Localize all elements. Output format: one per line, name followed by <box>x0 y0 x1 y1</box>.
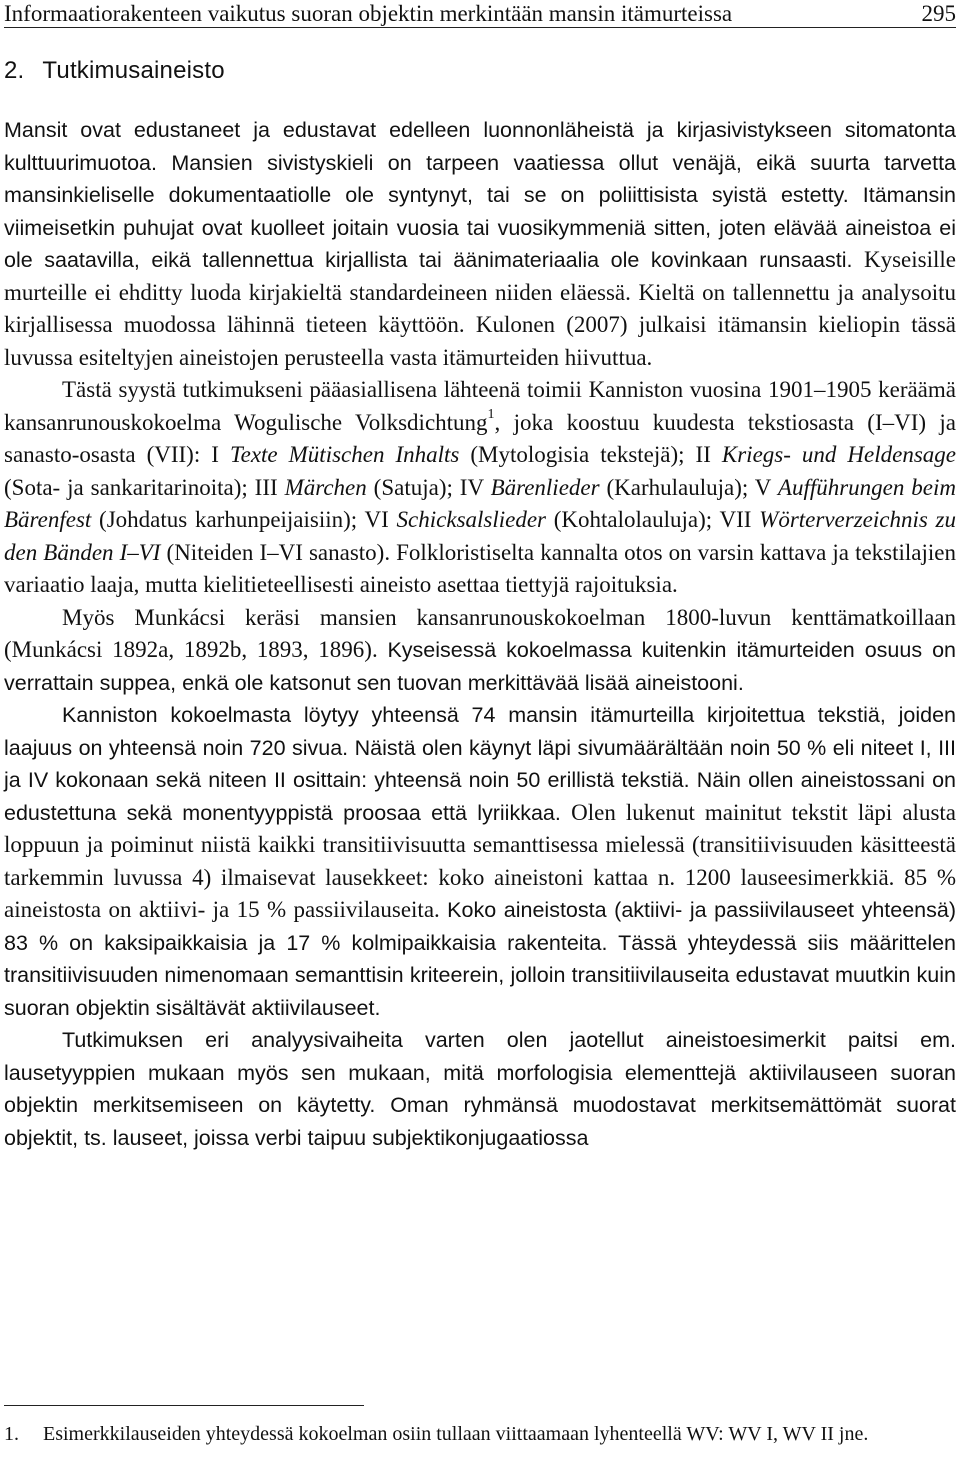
footnote <box>4 1422 956 1447</box>
footnote-reference: 1 <box>487 406 495 422</box>
volume-title-5: Aufführungen beim Bärenfest <box>4 474 957 532</box>
paragraph-1 <box>4 114 956 374</box>
paragraph-4-text-d: Olen lukenut mainitut tekstit läpi alusta loppuun ja poiminut niistä kaikki transitiivisuutta semanttisessa mielessä (transitiivisuuden käsitteestä tarkemmin luvussa 4) ilmaisevat lausekkeet: koko aineistoni kattaa n. 1200 lauseesimerkkiä. 85 % aineistosta on aktiivi- ja 15 % passiivilauseita. <box>4 799 956 922</box>
volume-title-2: Kriegs- und Heldensage <box>721 442 957 467</box>
paragraph-1-sentence-1: Mansit ovat edustaneet ja edustavat edelleen luonnonläheistä ja kirjasivistykseen sitomatonta kulttuurimuotoa. <box>4 118 956 175</box>
paragraph-5-text-b: Oman ryhmänsä muodostavat merkitsemättömät suorat objektit, ts. lauseet, joissa verbi taipuu subjektikonjugaatiossa <box>4 1093 956 1150</box>
volume-title-6: Schicksalslieder <box>396 507 547 532</box>
paragraph-1-sentence-2: Mansien sivistyskieli on tarpeen vaatiessa ollut venäjä, eikä suurta tarvetta mansinkieliselle dokumentaatiolle ole syntynyt, tai se on poliittisista syistä estetty. Itämansin viimeisetkin puhujat ovat kuolleet joitain vuosia tai vuosikymmeniä sitten, joten elävää aineistoa ei ole saatavilla, eikä tallennettua kirjallista tai äänimateriaalia ole kovinkaan runsaasti. <box>4 150 956 272</box>
volume-title-1: Texte Mütischen Inhalts <box>229 442 460 467</box>
paragraph-2-text-g: (Johdatus karhunpeijaisiin); VI <box>91 507 397 532</box>
paragraph-4-text-c: Näin ollen aineistossani on edustettuna sekä monentyyppistä proosaa että lyriikkaa. <box>4 768 956 825</box>
volume-title-3: Märchen <box>284 474 367 500</box>
paragraph-3-text-a: Myös Munkácsi keräsi mansien kansanrunouskokoelman 1800-luvun kenttämatkoillaan (Munkácsi 1892a, 1892b, 1893, 1896). <box>4 604 956 662</box>
footnote-number: 1. <box>4 1423 19 1445</box>
running-head <box>4 0 956 28</box>
paragraph-2-text-h: (Kohtalolauluja); VII <box>546 507 760 532</box>
footnote-divider <box>4 1405 364 1406</box>
paragraph-4-text-f: Tässä yhteydessä siis määrittelen transitiivisuuden nimenomaan semanttisin kriteerein, jolloin transitiivilauseita edustavat muutkin kuin suoran objektin sisältävät aktiivilauseet. <box>4 930 957 1020</box>
paragraph-5-text-a: Tutkimuksen eri analyysivaiheita varten olen jaotellut aineistoesimerkit paitsi em. lausetyyppien mukaan myös sen mukaan, mitä morfologisia elementtejä aktiivilauseen suoran objektin merkitsemiseen on käytetty. <box>4 1028 956 1117</box>
paragraph-3-text-b: Kyseisessä kokoelmassa kuitenkin itämurteiden osuus on verrattain suppea, enkä ole katsonut sen tuovan merkittävää lisää aineistooni. <box>4 638 956 695</box>
paragraph-2-text-e: (Satuja); IV <box>366 474 491 500</box>
volume-title-7: Wörterverzeichnis zu den Bänden I–VI <box>4 507 956 565</box>
paragraph-2-text-f: (Karhulauluja); V <box>599 474 778 500</box>
paragraph-5 <box>4 1024 956 1154</box>
running-head-title: Informaatiorakenteen vaikutus suoran objektin merkintään mansin itämurteissa <box>4 1 733 26</box>
footnote-text: Esimerkkilauseiden yhteydessä kokoelman osiin tullaan viittaamaan lyhenteellä WV: WV I, WV II jne. <box>43 1423 869 1445</box>
paragraph-2-text-j: (Niteiden I–VI sanasto). Folkloristiselta kannalta otos on varsin kattava ja tekstilajien variaatio laaja, mutta kielitieteellisesti aineisto asettaa tiettyjä rajoituksia. <box>4 539 956 597</box>
body-text <box>4 114 956 1154</box>
paragraph-4-text-a: Kanniston kokoelmasta löytyy yhteensä 74 mansin itämurteilla kirjoitettua tekstiä, joiden laajuus on yhteensä noin 720 sivua. <box>4 703 956 760</box>
paragraph-2-text-a: Tästä syystä tutkimukseni pääasiallisena lähteenä toimii Kanniston vuosina 1901–1905 keräämä kansanrunouskokoelma Wogulische Volksdichtung <box>4 377 956 435</box>
paragraph-2 <box>4 374 956 602</box>
page-number: 295 <box>921 1 956 26</box>
paragraph-1-sentence-4: Kieltä on tallennettu ja analysoitu kirjallisessa muodossa lähinnä tieteen käyttöön. <box>4 279 956 337</box>
paragraph-2-text-b: , joka koostuu kuudesta tekstiosasta (I–VI) ja sanasto-osasta (VII): I <box>4 409 956 467</box>
paragraph-4 <box>4 699 956 1024</box>
paragraph-1-sentence-3: Kyseisille murteille ei ehditty luoda kirjakieltä standardeineen niiden eläessä. <box>4 247 956 305</box>
paragraph-2-text-c: (Mytologisia tekstejä); II <box>459 442 722 467</box>
section-number: 2. <box>4 57 25 84</box>
volume-title-4: Bärenlieder <box>490 474 600 500</box>
document-page <box>4 0 956 1484</box>
section-title: Tutkimusaineisto <box>42 57 225 84</box>
paragraph-1-sentence-5: Kulonen (2007) julkaisi itämansin kieliopin tässä luvussa esiteltyjen aineistojen perusteella vasta itämurteiden hiivuttua. <box>4 312 956 370</box>
paragraph-4-text-e: Koko aineistosta (aktiivi- ja passiivilauseet yhteensä) 83 % on kaksipaikkaisia ja 17 % kolmipaikkaisia rakenteita. <box>4 898 956 955</box>
paragraph-4-text-b: Näistä olen käynyt läpi sivumäärältään noin 50 % eli niteet I, III ja IV kokonaan sekä niteen II osittain: yhteensä noin 50 erillistä tekstiä. <box>4 735 956 792</box>
paragraph-3 <box>4 602 956 700</box>
section-heading <box>4 56 956 86</box>
paragraph-2-text-d: (Sota- ja sankaritarinoita); III <box>4 474 285 500</box>
